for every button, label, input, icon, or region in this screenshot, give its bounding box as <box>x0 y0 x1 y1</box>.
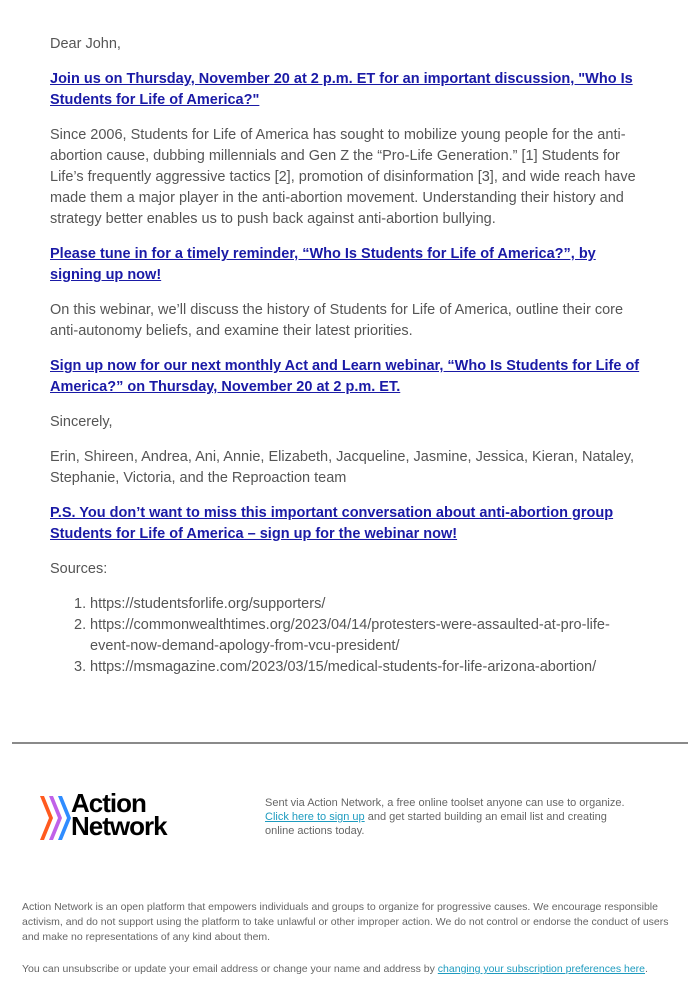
action-network-logo <box>38 788 198 842</box>
cta-paragraph-1 <box>50 69 640 111</box>
sent-via-notice: Sent via Action Network, a free online toolset anyone can use to organize. Click here to sign up and get started building an email list and creating online actions today. <box>265 797 625 837</box>
sign-up-link[interactable]: Click here to sign up <box>265 811 365 823</box>
footer-divider <box>12 742 688 744</box>
webinar-description: On this webinar, we’ll discuss the history of Students for Life of America, outline their core anti-autonomy beliefs, and examine their latest priorities. <box>50 302 624 339</box>
source-item: 2. https://commonwealthtimes.org/2023/04/14/protesters-were-assaulted-at-pro-life-event-now-demand-apology-from-vcu-president/ <box>74 617 610 654</box>
cta-paragraph-3 <box>50 356 640 398</box>
platform-disclaimer: Action Network is an open platform that empowers individuals and groups to organize for progressive causes. We encourage responsible activism, and do not support using the platform to take unlawful or other improper action. We do not control or endorse the conduct of users and make no representations of any kind about them. <box>22 901 669 943</box>
chevron-arrows-icon <box>38 794 72 842</box>
tune-in-link[interactable]: Please tune in for a timely reminder, “Who Is Students for Life of America?”, by signing up now! <box>50 246 596 283</box>
ps-paragraph <box>50 503 640 545</box>
sign-up-webinar-link[interactable]: Sign up now for our next monthly Act and Learn webinar, “Who Is Students for Life of America?” on Thursday, November 20 at 2 p.m. ET. <box>50 358 640 395</box>
unsubscribe-notice: You can unsubscribe or update your email address or change your name and address by changing your subscription preferences here. <box>22 963 648 975</box>
source-url: https://msmagazine.com/2023/03/15/medical-students-for-life-arizona-abortion/ <box>90 659 597 675</box>
closing: Sincerely, <box>50 414 113 430</box>
subscription-preferences-link[interactable]: changing your subscription preferences here <box>437 963 646 975</box>
ps-sign-up-link[interactable]: P.S. You don’t want to miss this important conversation about anti-abortion group Students for Life of America – sign up for the webinar now! <box>50 505 614 542</box>
source-item: 3. https://msmagazine.com/2023/03/15/medical-students-for-life-arizona-abortion/ <box>74 659 597 675</box>
sources-list <box>50 594 640 678</box>
source-item: 1. https://studentsforlife.org/supporters/ <box>74 596 326 612</box>
logo-wordmark: Action Network <box>71 788 167 841</box>
join-webinar-link[interactable]: Join us on Thursday, November 20 at 2 p.m. ET for an important discussion, "Who Is Students for Life of America?" <box>50 71 633 108</box>
cta-paragraph-2 <box>50 244 640 286</box>
source-url: https://studentsforlife.org/supporters/ <box>90 596 326 612</box>
signature: Erin, Shireen, Andrea, Ani, Annie, Elizabeth, Jacqueline, Jasmine, Jessica, Kieran, Nataley, Stephanie, Victoria, and the Reproaction team <box>50 449 635 486</box>
intro-paragraph: Since 2006, Students for Life of America has sought to mobilize young people for the anti-abortion cause, dubbing millennials and Gen Z the “Pro-Life Generation.” [1] Students for Life’s frequently aggressive tactics [2], promotion of disinformation [3], and wide reach have made them a major player in the anti-abortion movement. Understanding their history and strategy better enables us to push back against anti-abortion bullying. <box>50 127 636 227</box>
source-url: https://commonwealthtimes.org/2023/04/14/protesters-were-assaulted-at-pro-life-event-now-demand-apology-from-vcu-president/ <box>90 617 610 654</box>
sources-label: Sources: <box>50 561 108 577</box>
greeting: Dear John, <box>50 36 121 52</box>
